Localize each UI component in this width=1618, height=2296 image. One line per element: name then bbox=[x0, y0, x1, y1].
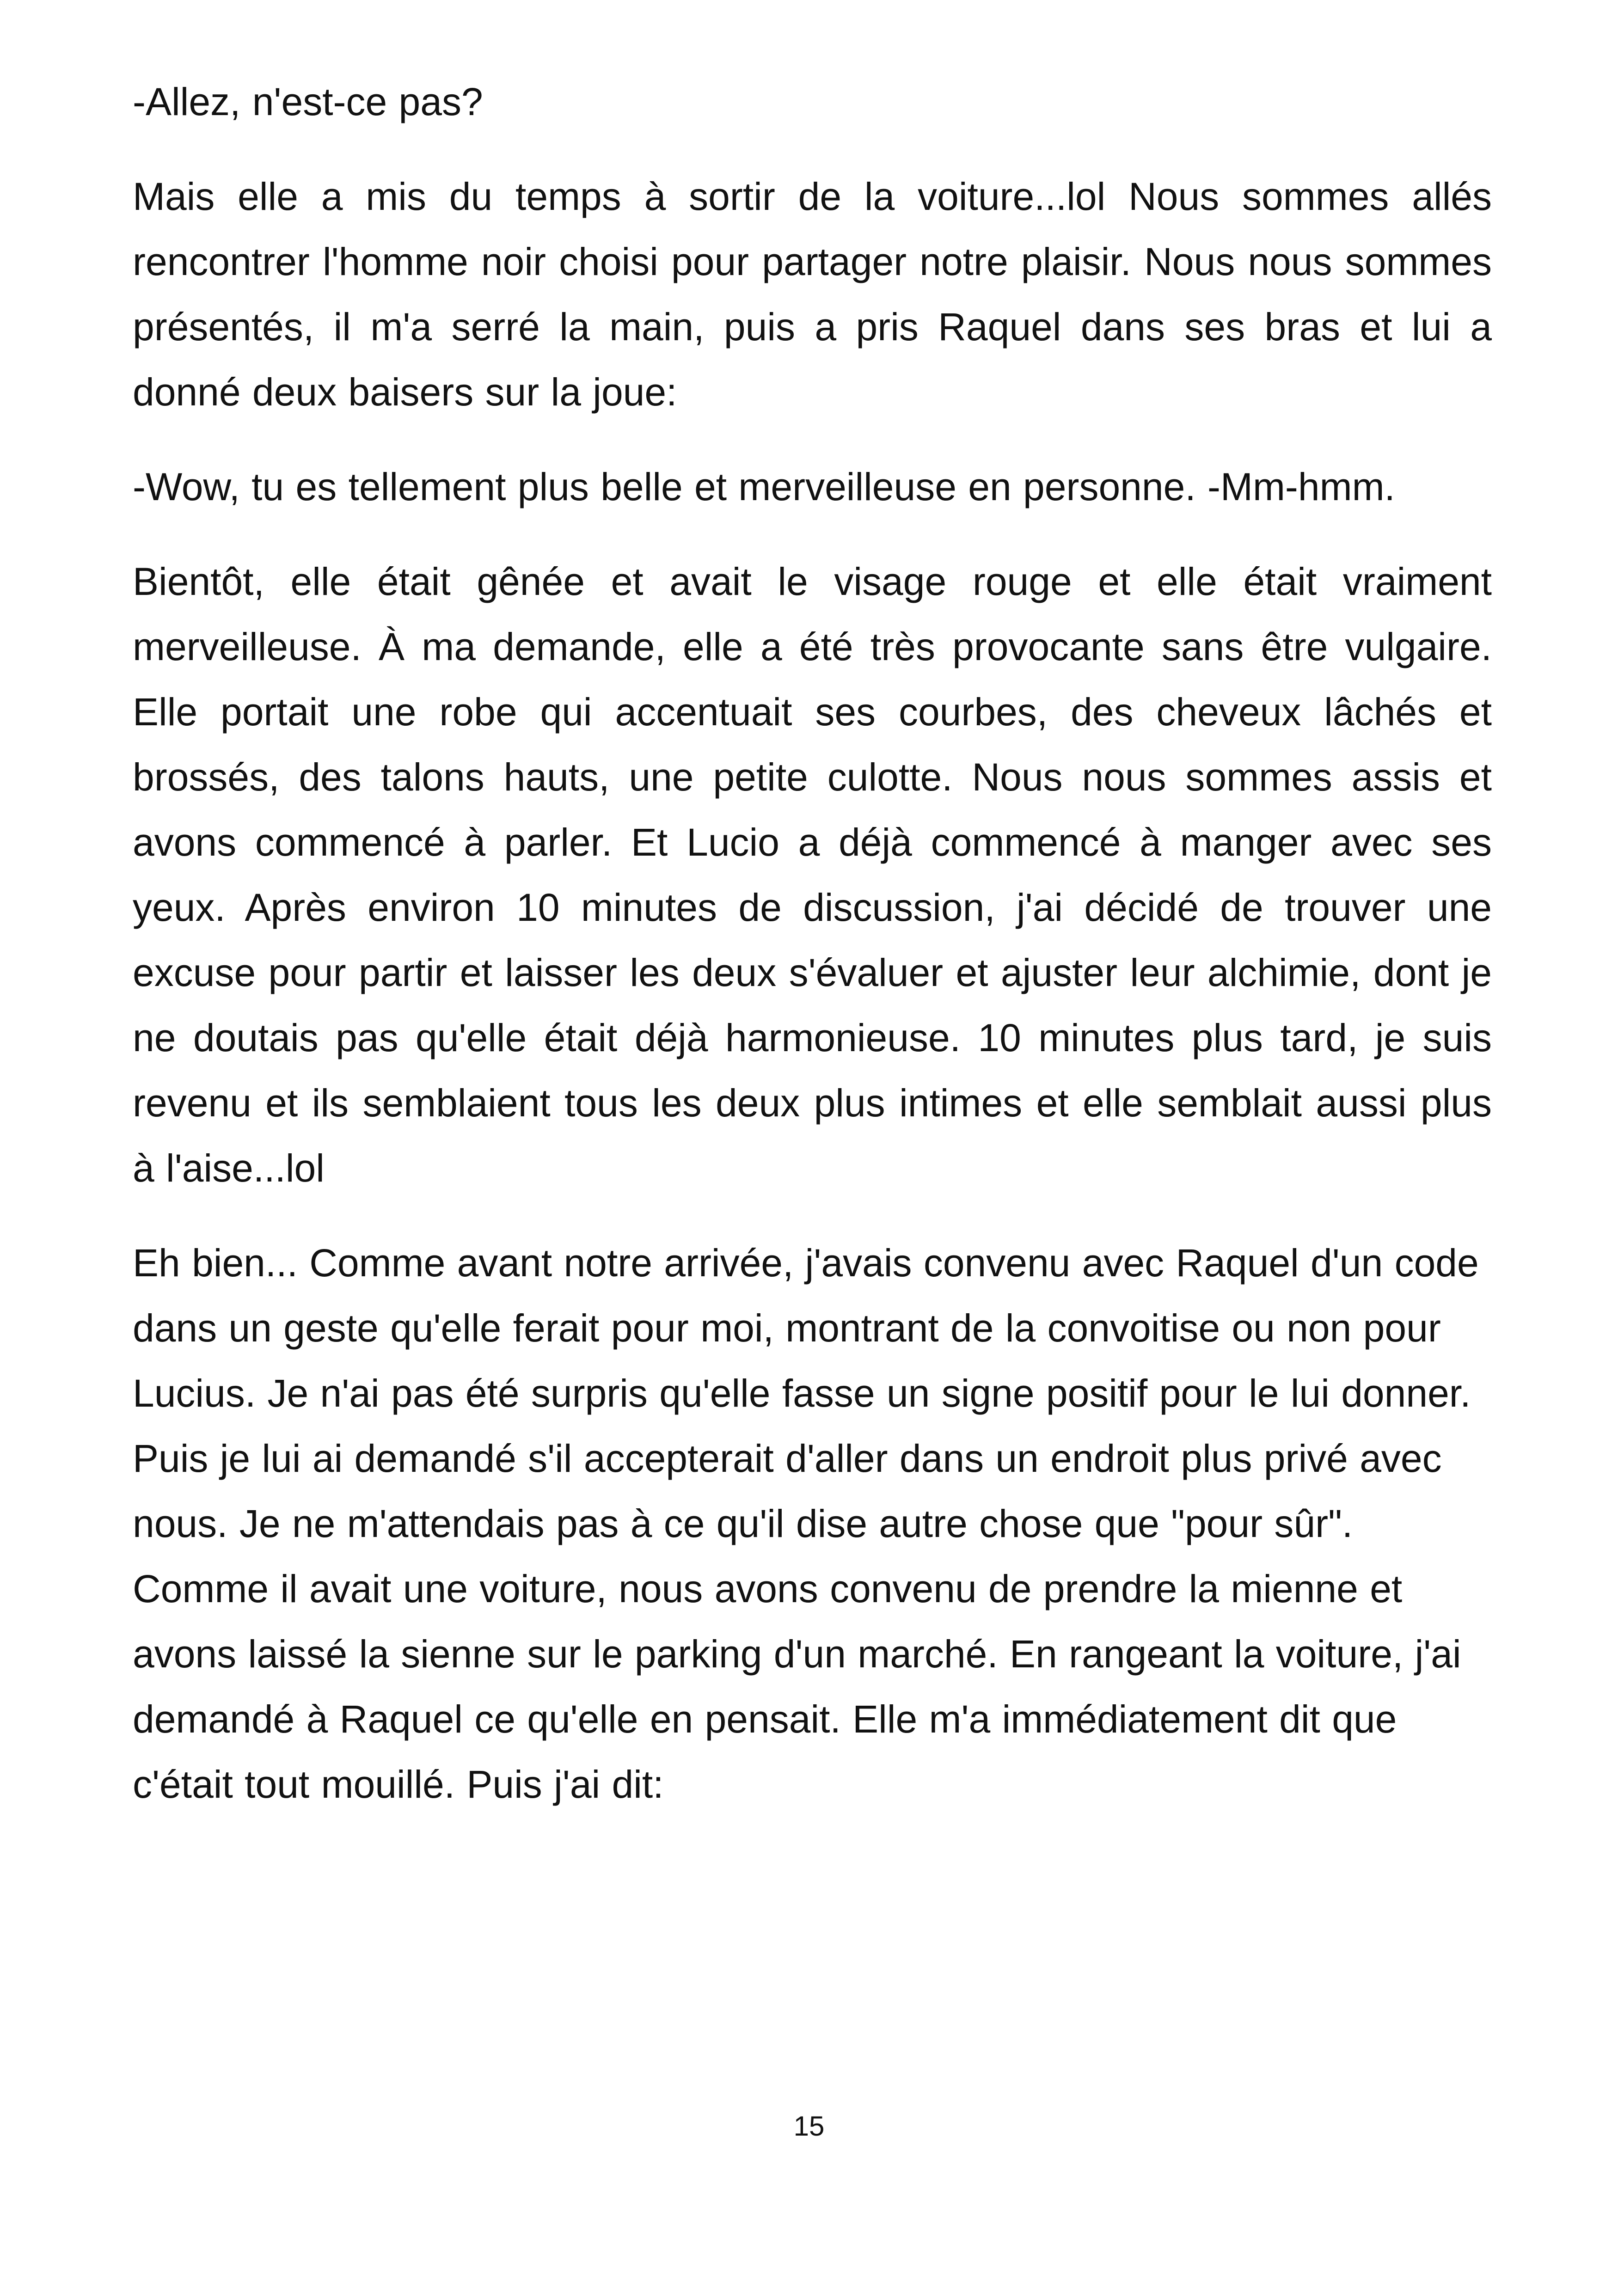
paragraph-dialogue-wow: -Wow, tu es tellement plus belle et merveilleuse en personne. -Mm-hmm. bbox=[133, 465, 1395, 508]
paragraph-dialogue-allez: -Allez, n'est-ce pas? bbox=[133, 80, 483, 123]
paragraph-conversation: Bientôt, elle était gênée et avait le visage rouge et elle était vraiment merveilleuse. À ma demande, elle a été très provocante sans être vulgaire. Elle portait une robe qui accentuait ses courbes, des cheveux lâchés et brossés, des talons hauts, une petite culotte. Nous nous sommes assis et avons commencé à parler. Et Lucio a déjà commencé à manger avec ses yeux. Après environ 10 minutes de discussion, j'ai décidé de trouver une excuse pour partir et laisser les deux s'évaluer et ajuster leur alchimie, dont je ne doutais pas qu'elle était déjà harmonieuse. 10 minutes plus tard, je suis revenu et ils semblaient tous les deux plus intimes et elle semblait aussi plus à l'aise...lol bbox=[133, 560, 1492, 1190]
paragraph-code-gesture: Eh bien... Comme avant notre arrivée, j'avais convenu avec Raquel d'un code dans un geste qu'elle ferait pour moi, montrant de la convoitise ou non pour Lucius. Je n'ai pas été surpris qu'elle fasse un signe positif pour le lui donner. Puis je lui ai demandé s'il accepterait d'aller dans un endroit plus privé avec nous. Je ne m'attendais pas à ce qu'il dise autre chose que "pour sûr". Comme il avait une voiture, nous avons convenu de prendre la mienne et avons laissé la sienne sur le parking d'un marché. En rangeant la voiture, j'ai demandé à Raquel ce qu'elle en pensait. Elle m'a immédiatement dit que c'était tout mouillé. Puis j'ai dit: bbox=[133, 1241, 1479, 1806]
text-body bbox=[133, 69, 1492, 1847]
page-number: 15 bbox=[793, 2111, 825, 2142]
paragraph-meeting: Mais elle a mis du temps à sortir de la voiture...lol Nous sommes allés rencontrer l'homme noir choisi pour partager notre plaisir. Nous nous sommes présentés, il m'a serré la main, puis a pris Raquel dans ses bras et lui a donné deux baisers sur la joue: bbox=[133, 175, 1492, 414]
